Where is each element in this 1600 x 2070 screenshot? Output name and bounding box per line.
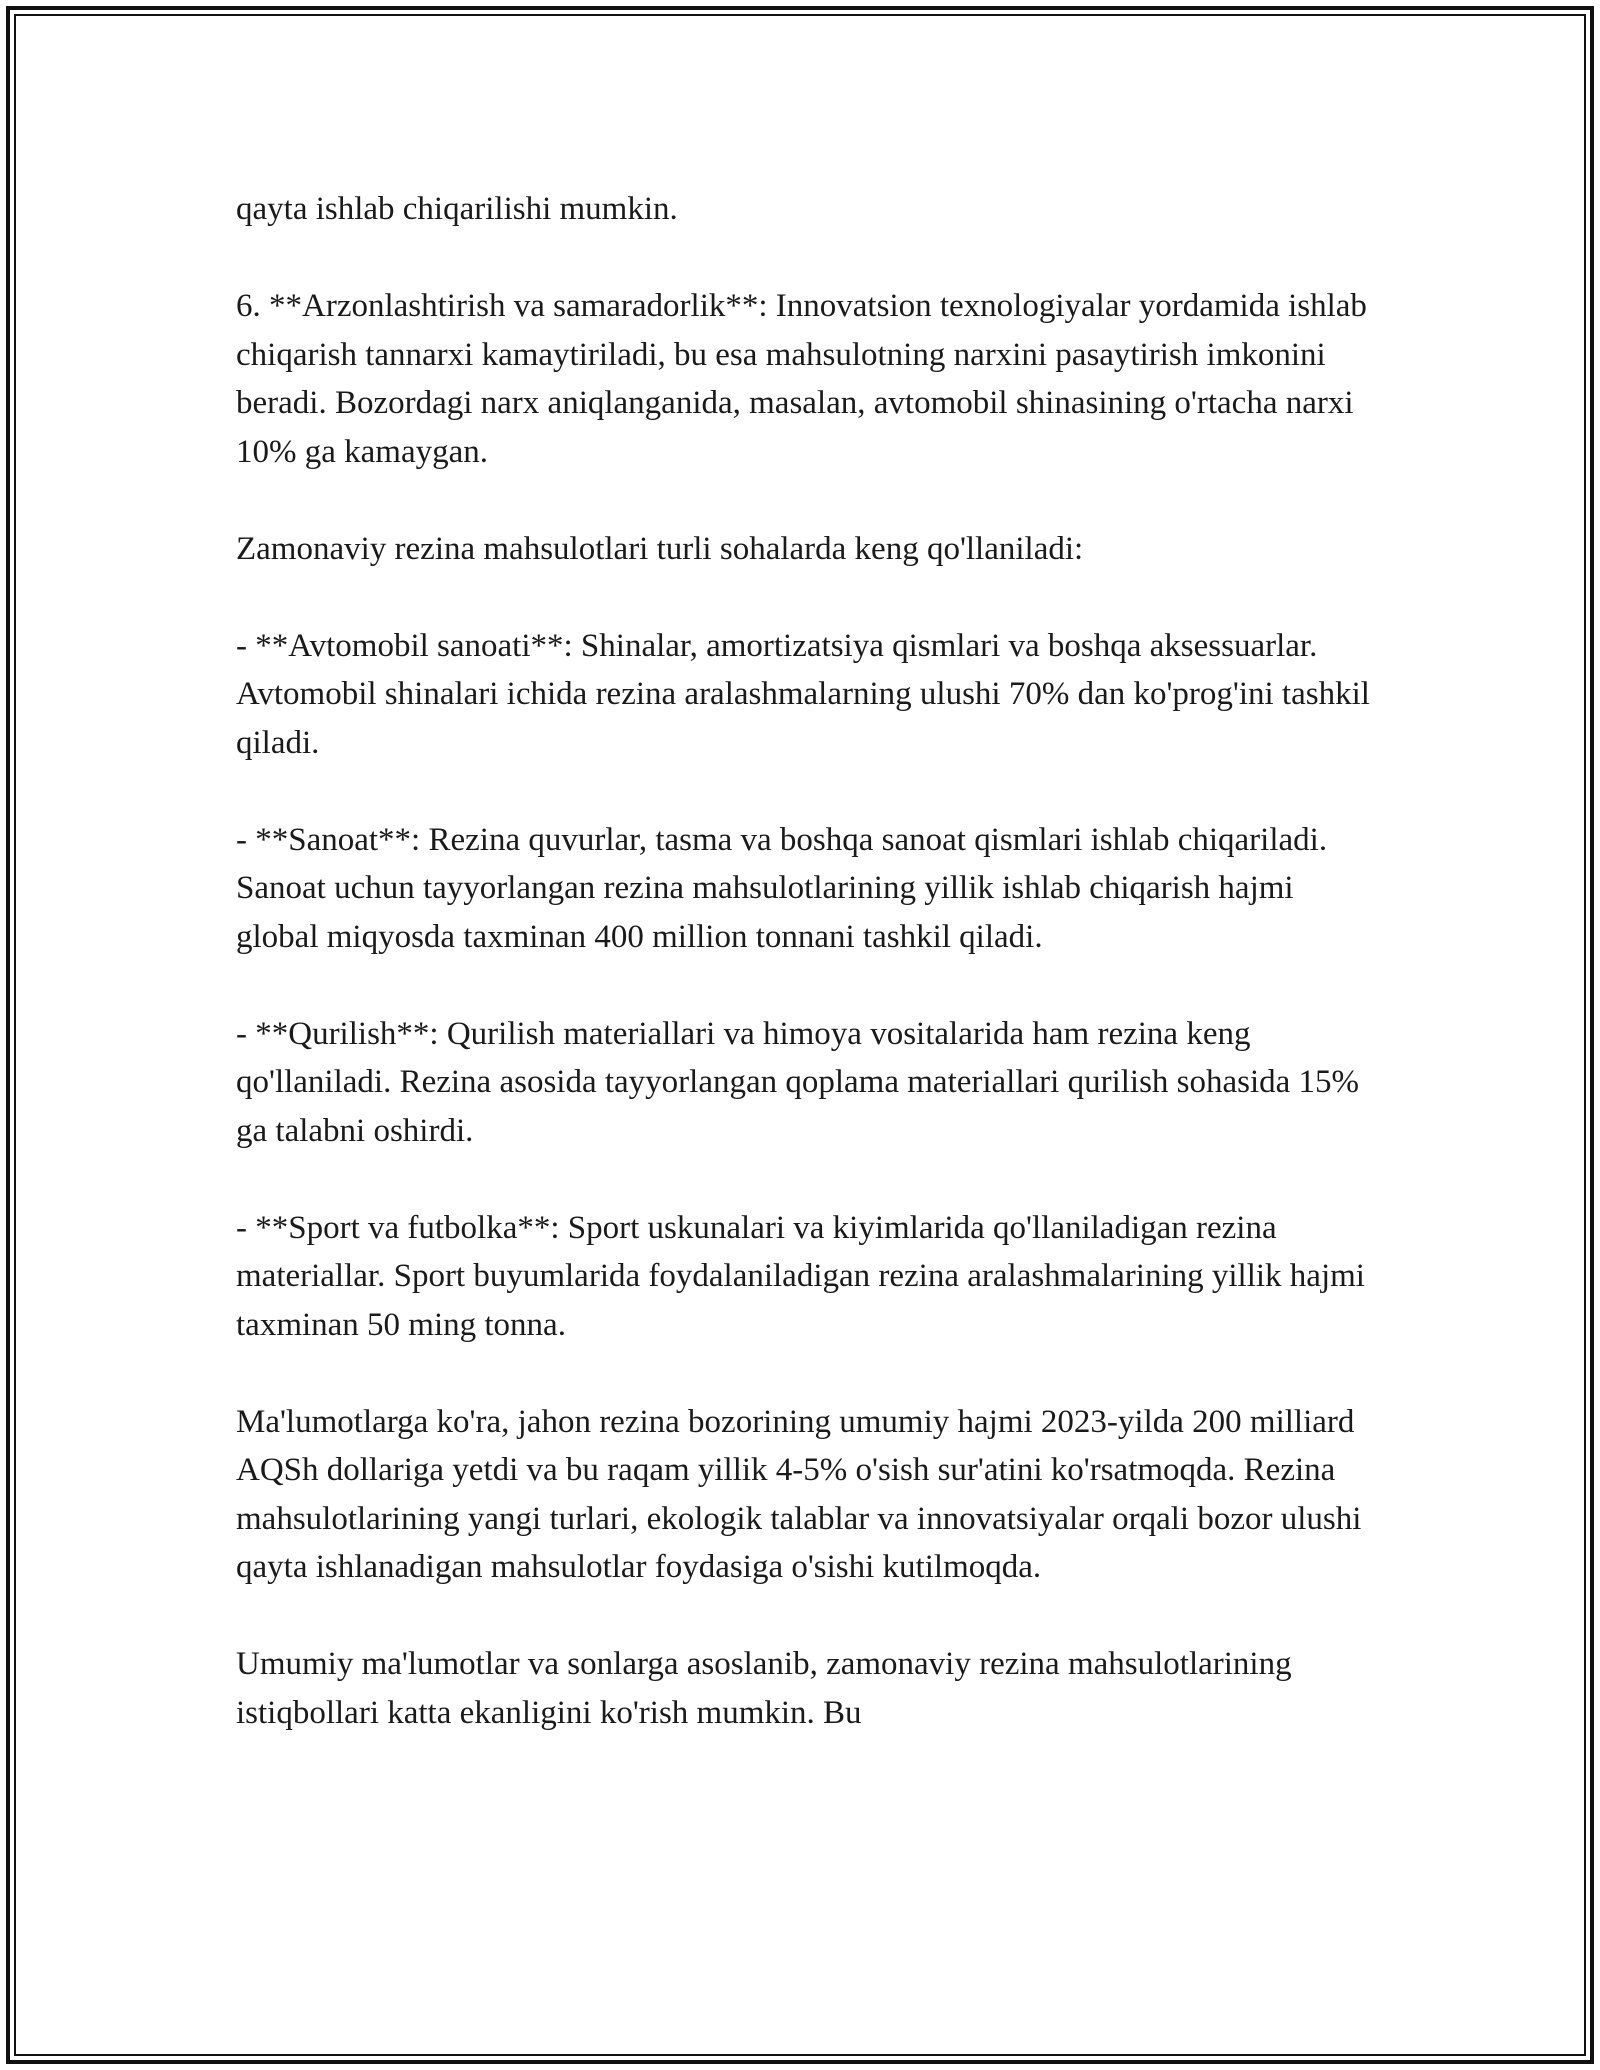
list-item-automotive: - **Avtomobil sanoati**: Shinalar, amortizatsiya qismlari va boshqa aksessuarlar. Avtomobil shinalari ichida rezina aralashmalarning ulushi 70% dan ko'prog'ini tashkil qiladi. xyxy=(236,627,1370,761)
paragraph-cost-efficiency: 6. **Arzonlashtirish va samaradorlik**: Innovatsion texnologiyalar yordamida ishlab chiqarish tannarxi kamaytiriladi, bu esa mahsulotning narxini pasaytirish imkonini beradi. Bozordagi narx aniqlanganida, masalan, avtomobil shinasining o'rtacha narxi 10% ga kamaygan. xyxy=(236,288,1367,470)
paragraph-conclusion: Umumiy ma'lumotlar va sonlarga asoslanib, zamonaviy rezina mahsulotlarining istiqbollari katta ekanligini ko'rish mumkin. Bu xyxy=(236,1646,1292,1731)
paragraph-market-data: Ma'lumotlarga ko'ra, jahon rezina bozorining umumiy hajmi 2023-yilda 200 milliard AQSh dollariga yetdi va bu raqam yillik 4-5% o'sish sur'atini ko'rsatmoqda. Rezina mahsulotlarining yangi turlari, ekologik talablar va innovatsiyalar orqali bozor ulushi qayta ishlanadigan mahsulotlar foydasiga o'sishi kutilmoqda. xyxy=(236,1403,1362,1585)
list-item-industry: - **Sanoat**: Rezina quvurlar, tasma va boshqa sanoat qismlari ishlab chiqariladi. Sanoat uchun tayyorlangan rezina mahsulotlarining yillik ishlab chiqarish hajmi global miqyosda taxminan 400 million tonnani tashkil qiladi. xyxy=(236,821,1328,955)
document-body xyxy=(236,185,1376,1786)
list-item-sport: - **Sport va futbolka**: Sport uskunalari va kiyimlarida qo'llaniladigan rezina materiallar. Sport buyumlarida foydalaniladigan rezina aralashmalarining yillik hajmi taxminan 50 ming tonna. xyxy=(236,1209,1365,1343)
paragraph-continuation: qayta ishlab chiqarilishi mumkin. xyxy=(236,191,678,227)
paragraph-applications-intro: Zamonaviy rezina mahsulotlari turli sohalarda keng qo'llaniladi: xyxy=(236,530,1084,567)
list-item-construction: - **Qurilish**: Qurilish materiallari va himoya vositalarida ham rezina keng qo'llaniladi. Rezina asosida tayyorlangan qoplama materiallari qurilish sohasida 15% ga talabni oshirdi. xyxy=(236,1015,1360,1149)
